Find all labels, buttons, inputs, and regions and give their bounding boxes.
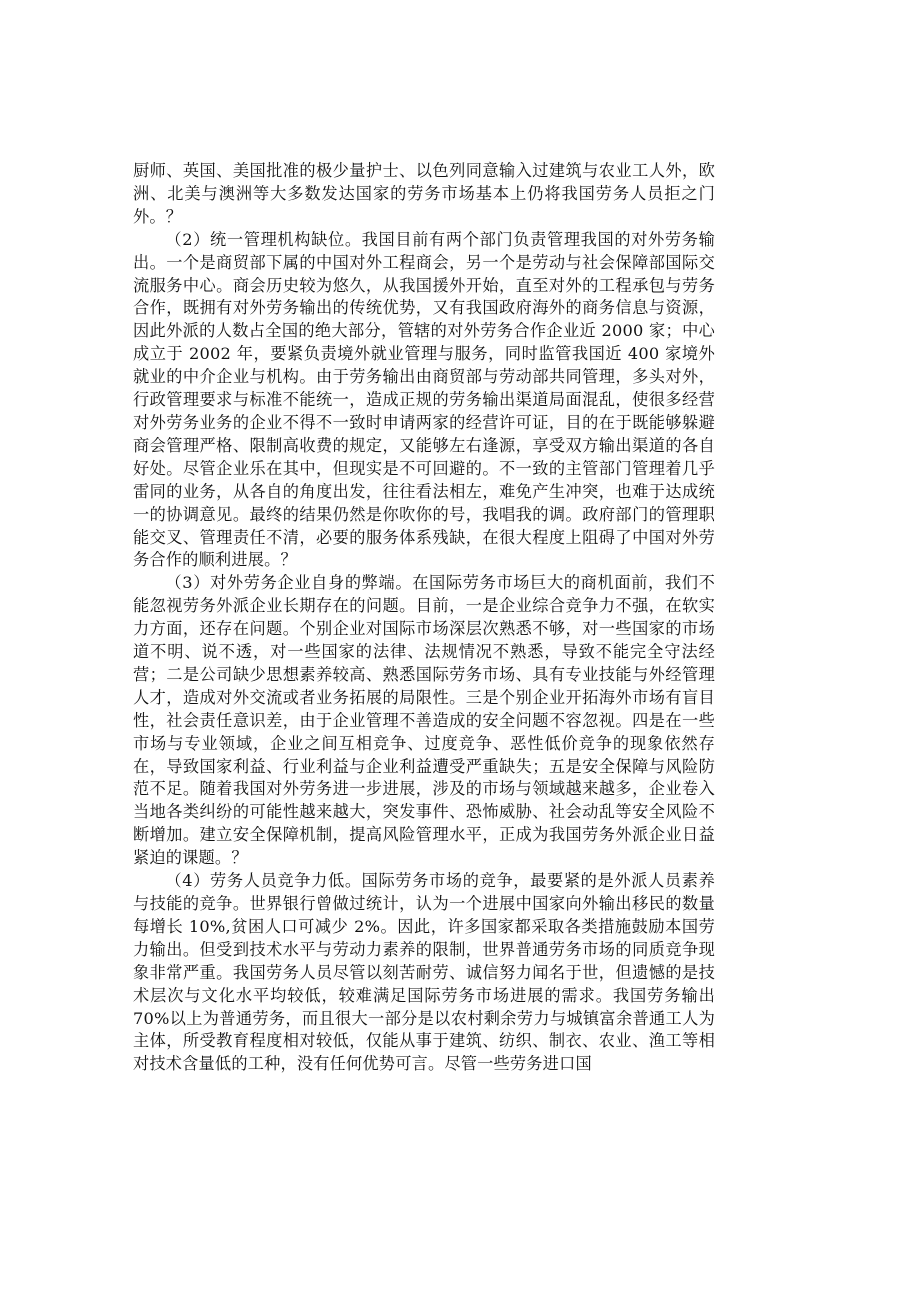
paragraph-intro-continuation: 厨师、英国、美国批准的极少量护士、以色列同意输入过建筑与农业工人外，欧洲、北美与澳洲等大多数发达国家的劳务市场基本上仍将我国劳务人员拒之门外。？ <box>133 161 715 226</box>
body-text <box>133 160 715 1076</box>
paragraph-worker-competitiveness: （4）劳务人员竞争力低。国际劳务市场的竞争，最要紧的是外派人员素养与技能的竞争。世界银行曾做过统计，认为一个进展中国家向外输出移民的数量每增长 10%,贫困人口可减少 2%。因此，许多国家都采取各类措施鼓励本国劳力输出。但受到技术水平与劳动力素养的限制，世界普通劳务市场的同质竞争现象非常严重。我国劳务人员尽管以刻苦耐劳、诚信努力闻名于世，但遗憾的是技术层次与文化水平均较低，较难满足国际劳务市场进展的需求。我国劳务输出 70%以上为普通劳务，而且很大一部分是以农村剩余劳力与城镇富余普通工人为主体，所受教育程度相对较低，仅能从事于建筑、纺织、制衣、农业、渔工等相对技术含量低的工种，没有任何优势可言。尽管一些劳务进口国 <box>133 871 715 1074</box>
paragraph-management-agency: （2）统一管理机构缺位。我国目前有两个部门负责管理我国的对外劳务输出。一个是商贸部下属的中国对外工程商会，另一个是劳动与社会保障部国际交流服务中心。商会历史较为悠久，从我国援外开始，直至对外的工程承包与劳务合作，既拥有对外劳务输出的传统优势，又有我国政府海外的商务信息与资源，因此外派的人数占全国的绝大部分，管辖的对外劳务合作企业近 2000 家；中心成立于 2002 年，要紧负责境外就业管理与服务，同时监管我国近 400 家境外就业的中介企业与机构。由于劳务输出由商贸部与劳动部共同管理，多头对外，行政管理要求与标准不能统一，造成正规的劳务输出渠道局面混乱，使很多经营对外劳务业务的企业不得不一致时申请两家的经营许可证，目的在于既能够躲避商会管理严格、限制高收费的规定，又能够左右逢源，享受双方输出渠道的各自好处。尽管企业乐在其中，但现实是不可回避的。不一致的主管部门管理着几乎雷同的业务，从各自的角度出发，往往看法相左，难免产生冲突，也难于达成统一的协调意见。最终的结果仍然是你吹你的号，我唱我的调。政府部门的管理职能交叉、管理责任不清，必要的服务体系残缺，在很大程度上阻碍了中国对外劳务合作的顺利进展。？ <box>133 229 715 570</box>
paragraph-enterprise-drawbacks: （3）对外劳务企业自身的弊端。在国际劳务市场巨大的商机面前，我们不能忽视劳务外派企业长期存在的问题。目前，一是企业综合竞争力不强，在软实力方面，还存在问题。个别企业对国际市场深层次熟悉不够，对一些国家的市场道不明、说不透，对一些国家的法律、法规情况不熟悉，导致不能完全守法经营；二是公司缺少思想素养较高、熟悉国际劳务市场、具有专业技能与外经管理人才，造成对外交流或者业务拓展的局限性。三是个别企业开拓海外市场有盲目性，社会责任意识差，由于企业管理不善造成的安全问题不容忽视。四是在一些市场与专业领域，企业之间互相竞争、过度竞争、恶性低价竞争的现象依然存在，导致国家利益、行业利益与企业利益遭受严重缺失；五是安全保障与风险防范不足。随着我国对外劳务进一步进展，涉及的市场与领域越来越多，企业卷入当地各类纠纷的可能性越来越大，突发事件、恐怖威胁、社会动乱等安全风险不断增加。建立安全保障机制，提高风险管理水平，正成为我国劳务外派企业日益紧迫的课题。？ <box>133 573 715 868</box>
